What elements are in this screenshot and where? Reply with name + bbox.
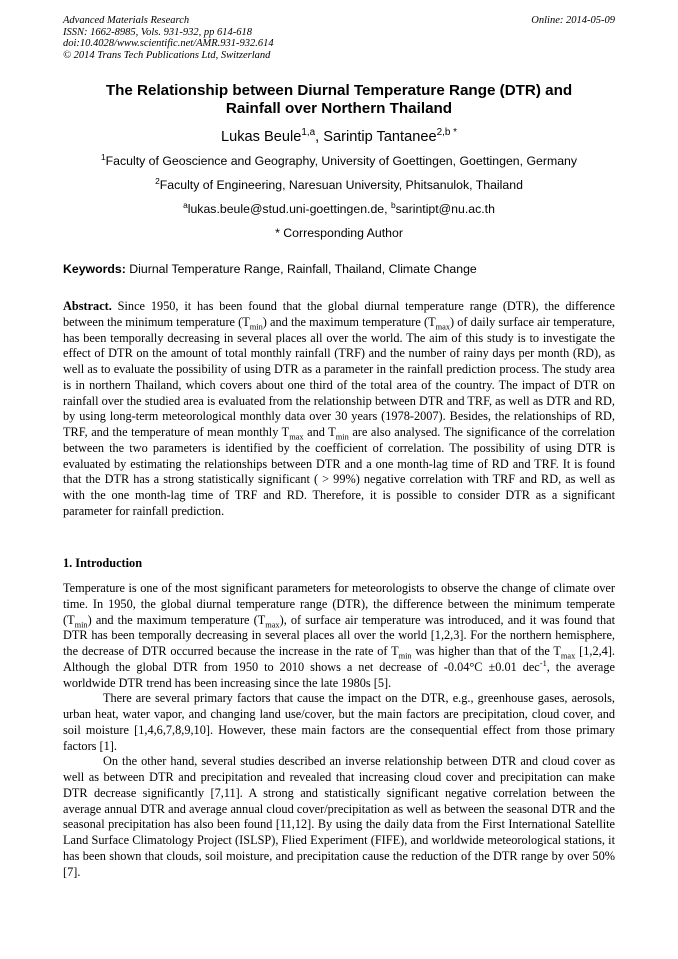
- keywords: [63, 261, 615, 277]
- email-line: [63, 201, 615, 217]
- doi-line[interactable]: doi:10.4028/www.scientific.net/AMR.931-932.614: [63, 38, 274, 50]
- abstract-text: ) and the maximum temperature (T: [262, 314, 436, 329]
- subscript-max: max: [560, 651, 576, 661]
- intro-paragraph-1: [63, 581, 615, 691]
- abstract-label: Abstract.: [63, 299, 112, 313]
- corresponding-author: * Corresponding Author: [275, 226, 403, 240]
- affiliation-2: [63, 177, 615, 193]
- abstract-text: Since 1950, it has been found that the global diurnal temperature range (DTR), the difference between the minimum temperature (T: [63, 299, 615, 329]
- abstract-text: ) of daily surface air temperature, has been temporally decreasing in several places all over the world. The aim of this study is to investigate the effect of DTR on the amount of total monthly rainfall (TRF) and the number of rainy days per month (RD), as well as to evaluate the possibility of using DTR as a parameter in the rainfall prediction process. The study area is in northern Thailand, which covers about one third of the total area of the country. The impact of DTR on rainfall over the studied area is evaluated from the relationship between DTR and TRF, as well as DTR and RD, by using long-term meteorological monthly data over 30 years (1978-2007). Besides, the relationships of RD, TRF, and the temperature of mean monthly T: [63, 314, 615, 439]
- issn-line: ISSN: 1662-8985, Vols. 931-932, pp 614-618: [63, 26, 252, 38]
- abstract-text: are also analysed. The significance of the correlation between the two parameters is identified by the coefficient of correlation. The possibility of using DTR is evaluated by estimating the relationships between DTR and a one month-lag time of RD and TRF. It is found that the DTR has a strong statistically significant ( > 99%) negative correlation with TRF and RD, as well as with the one month-lag time of TRF and RD. Therefore, it is possible to consider DTR as a significant parameter for rainfall prediction.: [63, 425, 616, 518]
- title-line-2: Rainfall over Northern Thailand: [225, 100, 453, 117]
- paragraph-text: , the average worldwide DTR trend has been increasing since the late 1980s [5].: [63, 659, 615, 690]
- email-a[interactable]: lukas.beule@stud.uni-goettingen.de,: [187, 202, 391, 216]
- keywords-label: Keywords:: [63, 262, 126, 276]
- author-1-affil: 1,a: [301, 127, 316, 139]
- superscript-exponent: -1: [539, 658, 547, 668]
- introduction-body: [63, 581, 615, 880]
- online-date: Online: 2014-05-09: [531, 15, 615, 26]
- paragraph-text: [1,2,4]. Although the global DTR from 1950 to 2010 shows a net decrease of -0.04°C ±0.01 dec: [63, 644, 615, 674]
- paragraph-text: ) and the maximum temperature (T: [87, 612, 266, 627]
- paragraph-text: ), of surface air temperature was introduced, and it was found that DTR has been temporally decreasing in several places all over the world [1,2,3]. For the northern hemisphere, the decrease of DTR occurred because the increase in the rate of T: [63, 612, 615, 658]
- abstract-text: and T: [303, 425, 336, 439]
- affiliation-1-text: Faculty of Geoscience and Geography, University of Goettingen, Goettingen, Germany: [105, 154, 578, 168]
- journal-name: Advanced Materials Research: [63, 15, 190, 26]
- paper-title: [63, 82, 615, 118]
- paragraph-text: was higher than that of the T: [411, 644, 561, 658]
- keywords-text: Diurnal Temperature Range, Rainfall, Thailand, Climate Change: [125, 262, 477, 276]
- email-b[interactable]: sarintipt@nu.ac.th: [395, 202, 495, 216]
- abstract: [63, 299, 615, 520]
- subscript-min: min: [249, 322, 263, 332]
- subscript-max: max: [265, 619, 280, 629]
- author-separator: ,: [315, 129, 324, 145]
- section-heading-introduction: 1. Introduction: [63, 556, 143, 570]
- affiliation-1: [63, 153, 615, 169]
- author-2-affil: 2,b *: [436, 127, 457, 139]
- affiliation-1-mark: 1: [100, 151, 106, 162]
- subscript-max: max: [435, 322, 451, 332]
- affiliation-2-text: Faculty of Engineering, Naresuan University, Phitsanulok, Thailand: [159, 178, 523, 192]
- author-list: [63, 127, 615, 147]
- subscript-min: min: [74, 619, 88, 629]
- journal-header: [63, 15, 615, 61]
- paragraph-text: Temperature is one of the most significant parameters for meteorologists to observe the change of climate over time. In 1950, the global diurnal temperature range (DTR), the difference between the minimum temperate (T: [63, 581, 615, 627]
- email-a-mark: a: [183, 199, 188, 210]
- intro-paragraph-3: On the other hand, several studies described an inverse relationship between DTR and cloud cover as well as between DTR and precipitation and revealed that increasing cloud cover and precipitation can make DTR decrease significantly [7,11]. A strong and statistically significant negative correlation between the average annual DTR and average annual cloud cover/precipitation as well as between the seasonal DTR and the seasonal precipitation has also been found [11,12]. By using the daily data from the First International Satellite Land Surface Climatology Project (ISLSP), Flied Experiment (FIFE), and worldwide meteorological stations, it has been shown that clouds, soil moisture, and precipitation cause the reduction of the DTR range by over 50% [7].: [63, 754, 615, 879]
- subscript-max: max: [289, 432, 304, 442]
- intro-paragraph-2: There are several primary factors that cause the impact on the DTR, e.g., greenhouse gases, aerosols, urban heat, water vapor, and changing land use/cover, but the main factors are precipitation, cloud cover, and soil moisture [1,4,6,7,8,9,10]. However, these main factors are the consequential effect from those primary factors [1].: [63, 691, 615, 753]
- subscript-min: min: [335, 432, 349, 442]
- author-2-name: Sarintip Tantanee: [323, 129, 437, 145]
- author-1-name: Lukas Beule: [221, 129, 302, 145]
- affiliation-2-mark: 2: [155, 175, 160, 186]
- copyright-line: © 2014 Trans Tech Publications Ltd, Switzerland: [63, 49, 271, 61]
- subscript-min: min: [398, 651, 412, 661]
- email-b-mark: b: [390, 199, 396, 210]
- title-line-1: The Relationship between Diurnal Temperature Range (DTR) and: [105, 82, 573, 99]
